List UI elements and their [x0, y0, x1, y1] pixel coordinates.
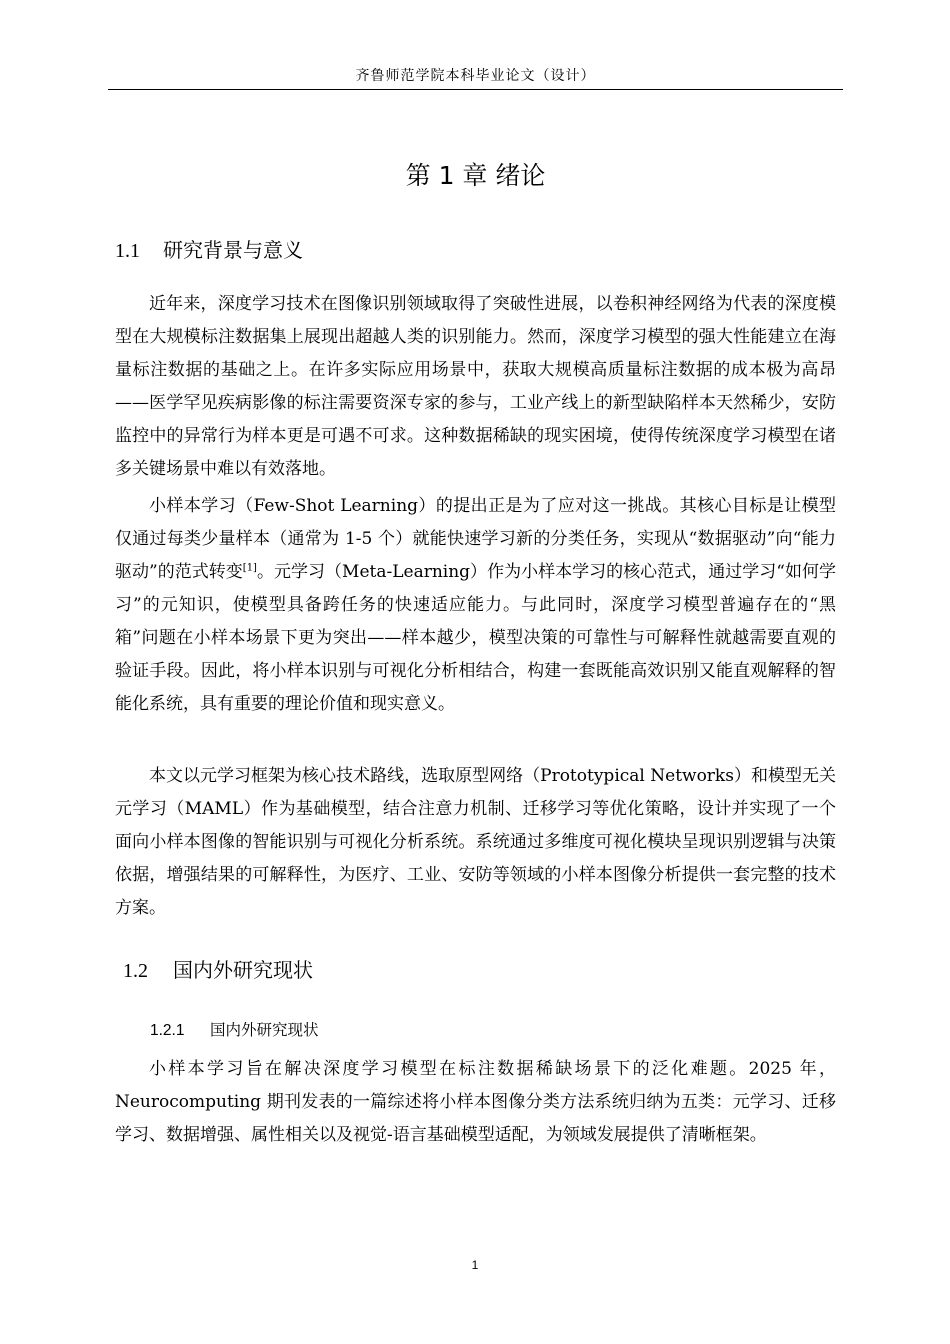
header-rule — [108, 89, 843, 90]
paragraph-research-status-1: 小样本学习旨在解决深度学习模型在标注数据稀缺场景下的泛化难题。2025 年，Neurocomputing 期刊发表的一篇综述将小样本图像分类方法系统归纳为五类：元学习、迁移学习、数据增强、属性相关以及视觉-语言基础模型适配，为领域发展提供了清晰框架。 — [115, 1059, 836, 1145]
paragraph-text: 。元学习（Meta-Learning）作为小样本学习的核心范式，通过学习“如何学习”的元知识，使模型具备跨任务的快速适应能力。与此同时，深度学习模型普遍存在的“黑箱”问题在小样本场景下更为突出——样本越少，模型决策的可靠性与可解释性就越需要直观的验证手段。因此，将小样本识别与可视化分析相结合，构建一套既能高效识别又能直观解释的智能化系统，具有重要的理论价值和现实意义。 — [115, 562, 836, 714]
paragraph-background-1: 近年来，深度学习技术在图像识别领域取得了突破性进展，以卷积神经网络为代表的深度模型在大规模标注数据集上展现出超越人类的识别能力。然而，深度学习模型的强大性能建立在海量标注数据的基础之上。在许多实际应用场景中，获取大规模高质量标注数据的成本极为高昂——医学罕见疾病影像的标注需要资深专家的参与，工业产线上的新型缺陷样本天然稀少，安防监控中的异常行为样本更是可遇不可求。这种数据稀缺的现实困境，使得传统深度学习模型在诸多关键场景中难以有效落地。 — [115, 294, 836, 479]
section-title: 研究背景与意义 — [163, 238, 303, 262]
paragraph-text: 小样本学习（Few-Shot Learning）的提出正是为了应对这一挑战。其核心目标是让模型仅通过每类少量样本（通常为 1-5 个）就能快速学习新的分类任务，实现从“数据驱动”向“能力驱动”的范式转变 — [115, 496, 836, 582]
section-number: 1.2 — [123, 960, 148, 982]
chapter-title: 第 1 章 绪论 — [405, 161, 546, 190]
paragraph-background-2 — [115, 490, 836, 721]
section-title: 国内外研究现状 — [173, 958, 313, 982]
section-heading-1-1 — [115, 235, 303, 266]
subsection-title: 国内外研究现状 — [210, 1021, 319, 1039]
page-number: 1 — [471, 1258, 479, 1272]
section-heading-1-2 — [123, 955, 313, 986]
running-header: 齐鲁师范学院本科毕业论文（设计） — [355, 68, 596, 84]
subsection-heading-1-2-1 — [150, 1018, 319, 1043]
citation-marker: [1] — [242, 562, 257, 574]
section-number: 1.1 — [115, 240, 140, 262]
subsection-number: 1.2.1 — [150, 1022, 185, 1039]
paragraph-background-3: 本文以元学习框架为核心技术路线，选取原型网络（Prototypical Networks）和模型无关元学习（MAML）作为基础模型，结合注意力机制、迁移学习等优化策略，设计并实现了一个面向小样本图像的智能识别与可视化分析系统。系统通过多维度可视化模块呈现识别逻辑与决策依据，增强结果的可解释性，为医疗、工业、安防等领域的小样本图像分析提供一套完整的技术方案。 — [115, 766, 836, 918]
